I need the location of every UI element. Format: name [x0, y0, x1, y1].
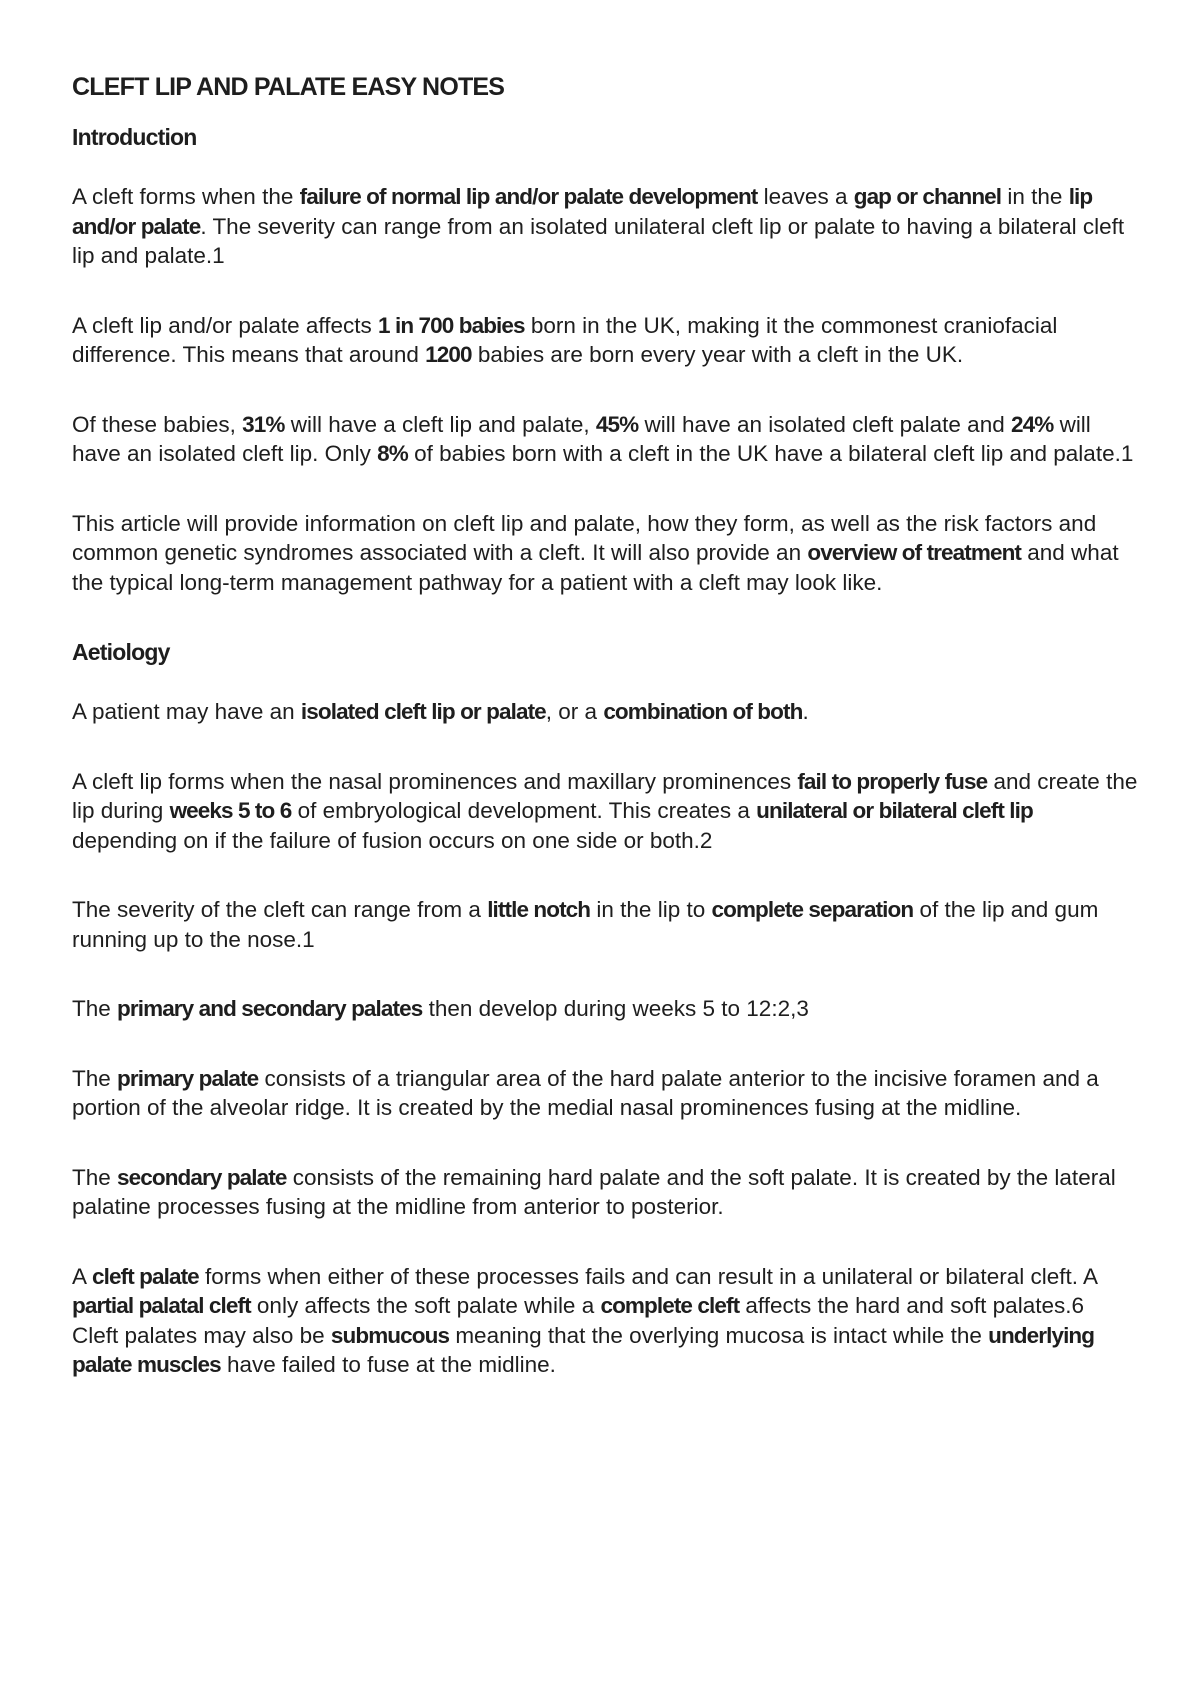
text-run: leaves a [757, 184, 854, 209]
text-run: will have a cleft lip and palate, [284, 411, 596, 437]
text-run: depending on if the failure of fusion occurs on one side or both.2 [72, 827, 713, 853]
bold-term: complete cleft [600, 1293, 740, 1318]
document-body [72, 122, 1142, 1380]
text-run: of babies born with a cleft in the UK have a bilateral cleft lip and palate.1 [407, 441, 1134, 466]
bold-term: partial palatal cleft [72, 1293, 251, 1318]
bold-term: complete separation [711, 897, 914, 922]
bold-term: underlying palate muscles [72, 1322, 1095, 1377]
bold-term: submucous [330, 1322, 450, 1348]
bold-term: weeks 5 to 6 [169, 798, 292, 823]
text-run: consists of the remaining hard palate and the soft palate. It is created by the lateral palatine processes fusing at the midline from anterior to posterior. [72, 1164, 1116, 1219]
document-page [72, 72, 1142, 1420]
document-title: CLEFT LIP AND PALATE EASY NOTES [72, 73, 505, 101]
text-run: babies are born every year with a cleft in the UK. [471, 342, 964, 367]
bold-term: little notch [487, 897, 591, 922]
text-run: only affects the soft palate while a [250, 1293, 601, 1318]
bold-term: 1 in 700 babies [378, 312, 525, 338]
text-run: then develop during weeks 5 to 12:2,3 [422, 996, 809, 1021]
bold-term: unilateral or bilateral cleft lip [756, 798, 1033, 823]
text-run: The [72, 996, 118, 1021]
text-run: The [72, 1065, 118, 1091]
text-run: in the lip to [590, 897, 712, 922]
bold-term: failure of normal lip and/or palate development [299, 184, 758, 209]
body-paragraph [72, 895, 1142, 954]
section-heading: Introduction [72, 124, 197, 150]
body-paragraph [72, 1321, 1142, 1380]
bold-term: secondary palate [117, 1164, 287, 1190]
text-run: A [72, 1263, 93, 1289]
text-run: The [72, 1164, 118, 1190]
body-paragraph [72, 410, 1142, 469]
bold-term: lip and/or palate [72, 184, 1093, 239]
bold-term: fail to properly fuse [797, 768, 988, 794]
body-paragraph [72, 1262, 1142, 1321]
body-paragraph [72, 1163, 1142, 1222]
bold-term: 24% [1010, 411, 1054, 437]
bold-term: combination of both [603, 699, 803, 724]
bold-term: cleft palate [92, 1263, 199, 1289]
text-run: . The severity can range from an isolated unilateral cleft lip or palate to having a bilateral cleft lip and palate.1 [72, 213, 1125, 268]
text-run: forms when either of these processes fails and can result in a unilateral or bilateral cleft. A [198, 1263, 1097, 1289]
body-paragraph [72, 767, 1142, 856]
body-paragraph [72, 697, 1142, 727]
bold-term: 8% [377, 441, 408, 466]
text-run: of the lip and gum running up to the nose.1 [72, 897, 1099, 952]
section-heading: Aetiology [72, 639, 170, 665]
text-run: have failed to fuse at the midline. [220, 1352, 556, 1377]
body-paragraph [72, 311, 1142, 370]
bold-term: 45% [595, 411, 639, 437]
text-run: and what the typical long-term management pathway for a patient with a cleft may look like. [72, 540, 1119, 595]
bold-term: 31% [242, 411, 285, 437]
bold-term: gap or channel [853, 184, 1002, 209]
text-run: meaning that the overlying mucosa is intact while the [449, 1322, 989, 1348]
text-run: in the [1001, 184, 1069, 209]
text-run: born in the UK, making it the commonest craniofacial difference. This means that around [72, 312, 1058, 367]
text-run: The severity of the cleft can range from a [72, 897, 488, 922]
text-run: will have an isolated cleft lip. Only [72, 411, 1091, 466]
text-run: . [802, 699, 809, 724]
text-run: This article will provide information on cleft lip and palate, how they form, as well as the risk factors and common genetic syndromes associated with a cleft. It will also provide an [72, 510, 1097, 565]
text-run: A cleft lip forms when the nasal prominences and maxillary prominences [72, 768, 798, 794]
text-run: of embryological development. This creates a [291, 798, 757, 823]
text-run: will have an isolated cleft palate and [638, 411, 1011, 437]
bold-term: primary palate [117, 1065, 259, 1091]
text-run: Cleft palates may also be [72, 1322, 331, 1348]
bold-term: overview of treatment [807, 540, 1022, 565]
bold-term: primary and secondary palates [117, 996, 423, 1021]
text-run: and create the lip during [72, 768, 1138, 823]
body-paragraph [72, 509, 1142, 598]
text-run: Of these babies, [72, 411, 243, 437]
text-run: affects the hard and soft palates.6 [739, 1293, 1084, 1318]
text-run: A patient may have an [72, 699, 301, 724]
bold-term: isolated cleft lip or palate [300, 699, 546, 724]
text-run: A cleft lip and/or palate affects [72, 312, 379, 338]
text-run: , or a [545, 699, 604, 724]
text-run: A cleft forms when the [72, 184, 300, 209]
text-run: consists of a triangular area of the hard palate anterior to the incisive foramen and a portion of the alveolar ridge. It is created by the medial nasal prominences fusing at the midline. [72, 1065, 1099, 1120]
bold-term: 1200 [425, 342, 472, 367]
body-paragraph [72, 182, 1142, 271]
body-paragraph [72, 994, 1142, 1024]
body-paragraph [72, 1064, 1142, 1123]
